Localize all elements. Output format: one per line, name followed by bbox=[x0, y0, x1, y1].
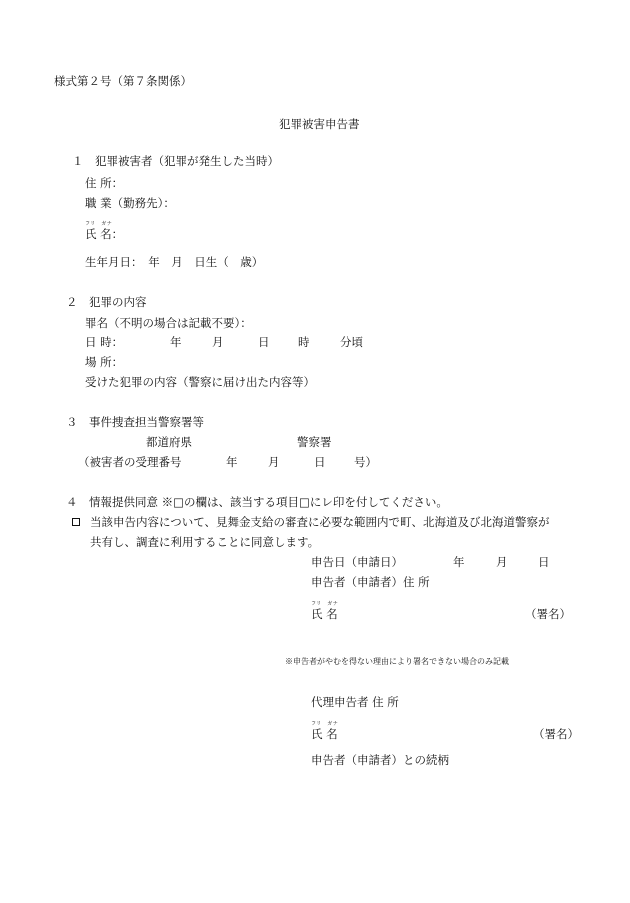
receipt-month-label: 月 bbox=[268, 455, 280, 469]
applicant-name-ruby: フリ ガナ bbox=[311, 601, 339, 607]
consent-text-line1: 当該申告内容について、見舞金支給の審査に必要な範囲内で町、北海道及び北海道警察が bbox=[90, 515, 550, 529]
applicant-name-label: 氏 名 bbox=[311, 607, 338, 621]
crime-damage-label: 受けた犯罪の内容（警察に届け出た内容等） bbox=[85, 375, 315, 389]
proxy-name-label: 氏 名 bbox=[311, 727, 338, 741]
police-station-label: 警察署 bbox=[297, 435, 332, 449]
crime-year-label: 年 bbox=[170, 335, 182, 349]
section-1-heading: １ 犯罪被害者（犯罪が発生した当時） bbox=[72, 154, 279, 168]
victim-name-ruby: フリ ガナ bbox=[85, 221, 113, 227]
section-3-heading: ３ 事件捜査担当警察署等 bbox=[66, 415, 204, 429]
document-title: 犯罪被害申告書 bbox=[279, 117, 360, 131]
victim-name-label: 氏 名： bbox=[85, 227, 124, 241]
crime-month-label: 月 bbox=[212, 335, 224, 349]
crime-minute-label: 分頃 bbox=[340, 335, 363, 349]
receipt-number-suffix: 号） bbox=[354, 455, 377, 469]
consent-checkbox[interactable] bbox=[72, 518, 80, 526]
victim-address-label: 住 所： bbox=[85, 176, 124, 190]
application-month-label: 月 bbox=[496, 555, 508, 569]
consent-text-line2: 共有し、調査に利用することに同意します。 bbox=[90, 535, 320, 549]
proxy-name-ruby: フリ ガナ bbox=[311, 721, 339, 727]
proxy-relationship-label: 申告者（申請者）との続柄 bbox=[311, 753, 449, 767]
applicant-signature-label: （署名） bbox=[525, 607, 571, 621]
proxy-signature-label: （署名） bbox=[533, 727, 579, 741]
proxy-address-label: 代理申告者 住 所 bbox=[311, 695, 399, 709]
prefecture-label: 都道府県 bbox=[146, 435, 192, 449]
victim-occupation-label: 職 業（勤務先）： bbox=[85, 196, 175, 210]
receipt-year-label: 年 bbox=[226, 455, 238, 469]
receipt-number-label: （被害者の受理番号 bbox=[78, 455, 182, 469]
application-day-label: 日 bbox=[538, 555, 550, 569]
section-2-heading: ２ 犯罪の内容 bbox=[66, 295, 147, 309]
form-number: 様式第２号（第７条関係） bbox=[54, 74, 192, 88]
crime-datetime-label: 日 時： bbox=[85, 335, 124, 349]
application-date-label: 申告日（申請日） bbox=[311, 555, 403, 569]
proxy-note: ※申告者がやむを得ない理由により署名できない場合のみ記載 bbox=[285, 657, 509, 666]
crime-place-label: 場 所： bbox=[85, 355, 124, 369]
application-year-label: 年 bbox=[453, 555, 465, 569]
crime-day-label: 日 bbox=[258, 335, 270, 349]
crime-hour-label: 時 bbox=[298, 335, 310, 349]
crime-name-label: 罪名（不明の場合は記載不要）： bbox=[85, 316, 252, 330]
section-4-heading: ４ 情報提供同意 ※□の欄は、該当する項目□にレ印を付してください。 bbox=[66, 495, 448, 509]
receipt-day-label: 日 bbox=[314, 455, 326, 469]
victim-birthdate-label: 生年月日： 年 月 日生（ 歳） bbox=[85, 255, 264, 269]
applicant-address-label: 申告者（申請者）住 所 bbox=[311, 575, 430, 589]
